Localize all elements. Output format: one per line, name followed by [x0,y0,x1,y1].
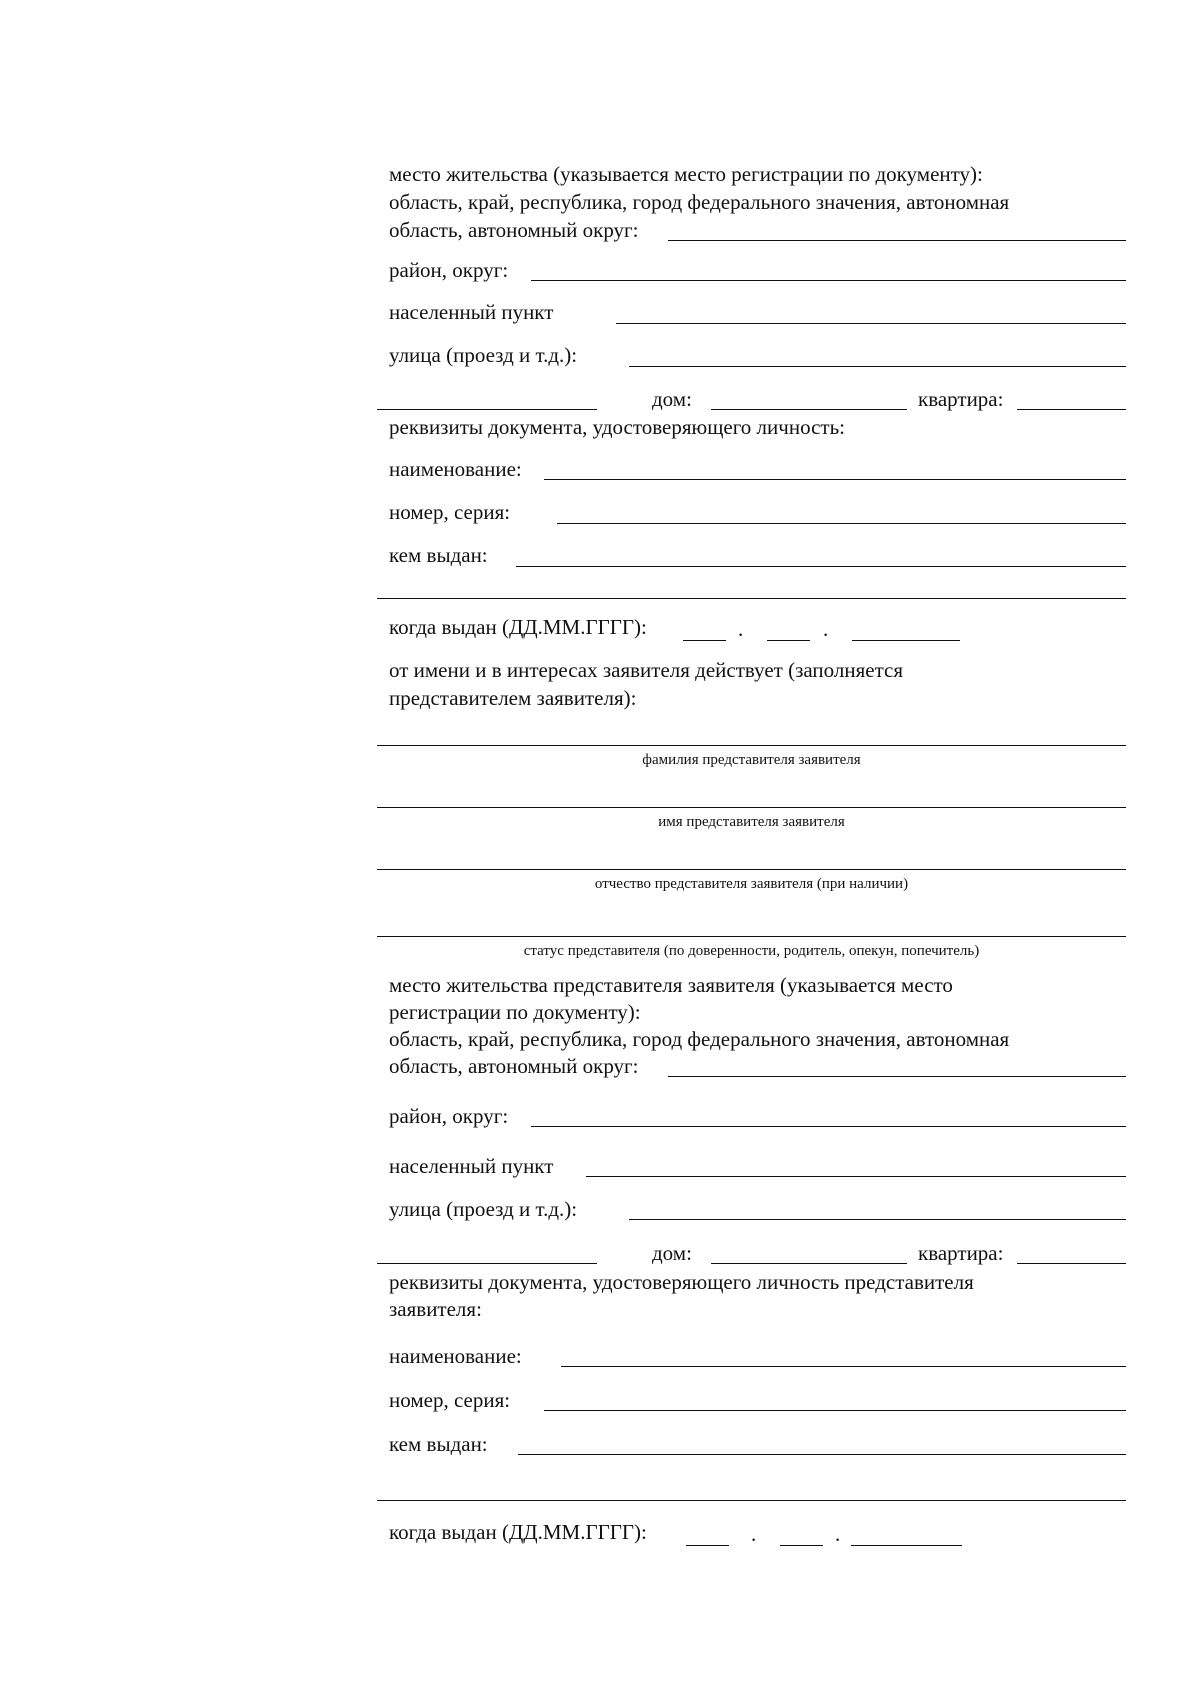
rep-street-continuation-field[interactable] [377,1263,597,1264]
rep-status-caption: статус представителя (по доверенности, родитель, опекун, попечитель) [523,943,980,959]
issued-by-field[interactable] [516,566,1126,567]
settlement-label: населенный пункт [389,300,554,324]
rep-settlement-field[interactable] [586,1176,1126,1177]
rep-date-separator: . [835,1522,841,1546]
district-field[interactable] [531,280,1126,281]
apartment-field[interactable] [1017,409,1126,410]
doc-name-label: наименование: [389,457,522,481]
issued-by-continuation-field[interactable] [377,598,1126,599]
rep-apartment-field[interactable] [1017,1263,1126,1264]
rep-id-doc-heading-line2: заявителя: [389,1297,482,1321]
house-field[interactable] [711,409,907,410]
rep-house-label: дом: [652,1241,692,1265]
region-label-line1: область, край, республика, город федерального значения, автономная [389,190,1010,214]
rep-region-label-line2: область, автономный округ: [389,1054,639,1078]
rep-doc-name-field[interactable] [561,1366,1126,1367]
settlement-field[interactable] [616,323,1126,324]
street-label: улица (проезд и т.д.): [389,343,578,367]
acting-on-behalf-line1: от имени и в интересах заявителя действует (заполняется [389,658,903,682]
rep-surname-caption: фамилия представителя заявителя [642,752,861,768]
rep-issued-day-field[interactable] [686,1545,729,1546]
district-label: район, округ: [389,258,509,282]
rep-name-field[interactable] [377,807,1126,808]
rep-settlement-label: населенный пункт [389,1154,554,1178]
rep-issued-by-continuation-field[interactable] [377,1500,1126,1501]
issued-day-field[interactable] [683,640,726,641]
acting-on-behalf-line2: представителем заявителя): [389,686,637,710]
rep-district-field[interactable] [531,1126,1126,1127]
issued-year-field[interactable] [852,640,960,641]
region-field[interactable] [668,240,1126,241]
rep-district-label: район, округ: [389,1104,509,1128]
issued-by-label: кем выдан: [389,543,488,567]
date-separator: . [738,617,744,641]
issued-date-label: когда выдан (ДД.ММ.ГГГГ): [389,615,647,639]
rep-street-field[interactable] [629,1219,1126,1220]
rep-patronymic-field[interactable] [377,869,1126,870]
rep-region-label-line1: область, край, республика, город федерального значения, автономная [389,1027,1010,1051]
rep-issued-date-label: когда выдан (ДД.ММ.ГГГГ): [389,1520,647,1544]
doc-number-label: номер, серия: [389,500,511,524]
street-continuation-field[interactable] [377,409,597,410]
rep-doc-name-label: наименование: [389,1344,522,1368]
rep-apartment-label: квартира: [918,1241,1004,1265]
doc-number-field[interactable] [557,523,1126,524]
rep-residence-line1: место жительства представителя заявителя (указывается место [389,973,953,997]
rep-doc-number-label: номер, серия: [389,1388,511,1412]
rep-patronymic-caption: отчество представителя заявителя (при наличии) [594,876,909,892]
region-label-line2: область, автономный округ: [389,218,639,242]
rep-doc-number-field[interactable] [544,1410,1126,1411]
rep-surname-field[interactable] [377,745,1126,746]
apartment-label: квартира: [918,387,1004,411]
rep-status-field[interactable] [377,936,1126,937]
rep-issued-year-field[interactable] [851,1545,962,1546]
house-label: дом: [652,387,692,411]
residence-heading: место жительства (указывается место регистрации по документу): [389,162,983,186]
rep-date-separator: . [751,1522,757,1546]
id-doc-heading: реквизиты документа, удостоверяющего личность: [389,415,846,439]
rep-house-field[interactable] [711,1263,907,1264]
rep-region-field[interactable] [668,1076,1126,1077]
rep-residence-line2: регистрации по документу): [389,1000,641,1024]
rep-issued-by-label: кем выдан: [389,1432,488,1456]
date-separator: . [823,617,829,641]
doc-name-field[interactable] [544,479,1126,480]
rep-name-caption: имя представителя заявителя [658,814,845,830]
rep-id-doc-heading-line1: реквизиты документа, удостоверяющего личность представителя [389,1270,974,1294]
rep-issued-by-field[interactable] [518,1454,1126,1455]
rep-street-label: улица (проезд и т.д.): [389,1197,578,1221]
issued-month-field[interactable] [767,640,810,641]
street-field[interactable] [629,366,1126,367]
rep-issued-month-field[interactable] [780,1545,823,1546]
